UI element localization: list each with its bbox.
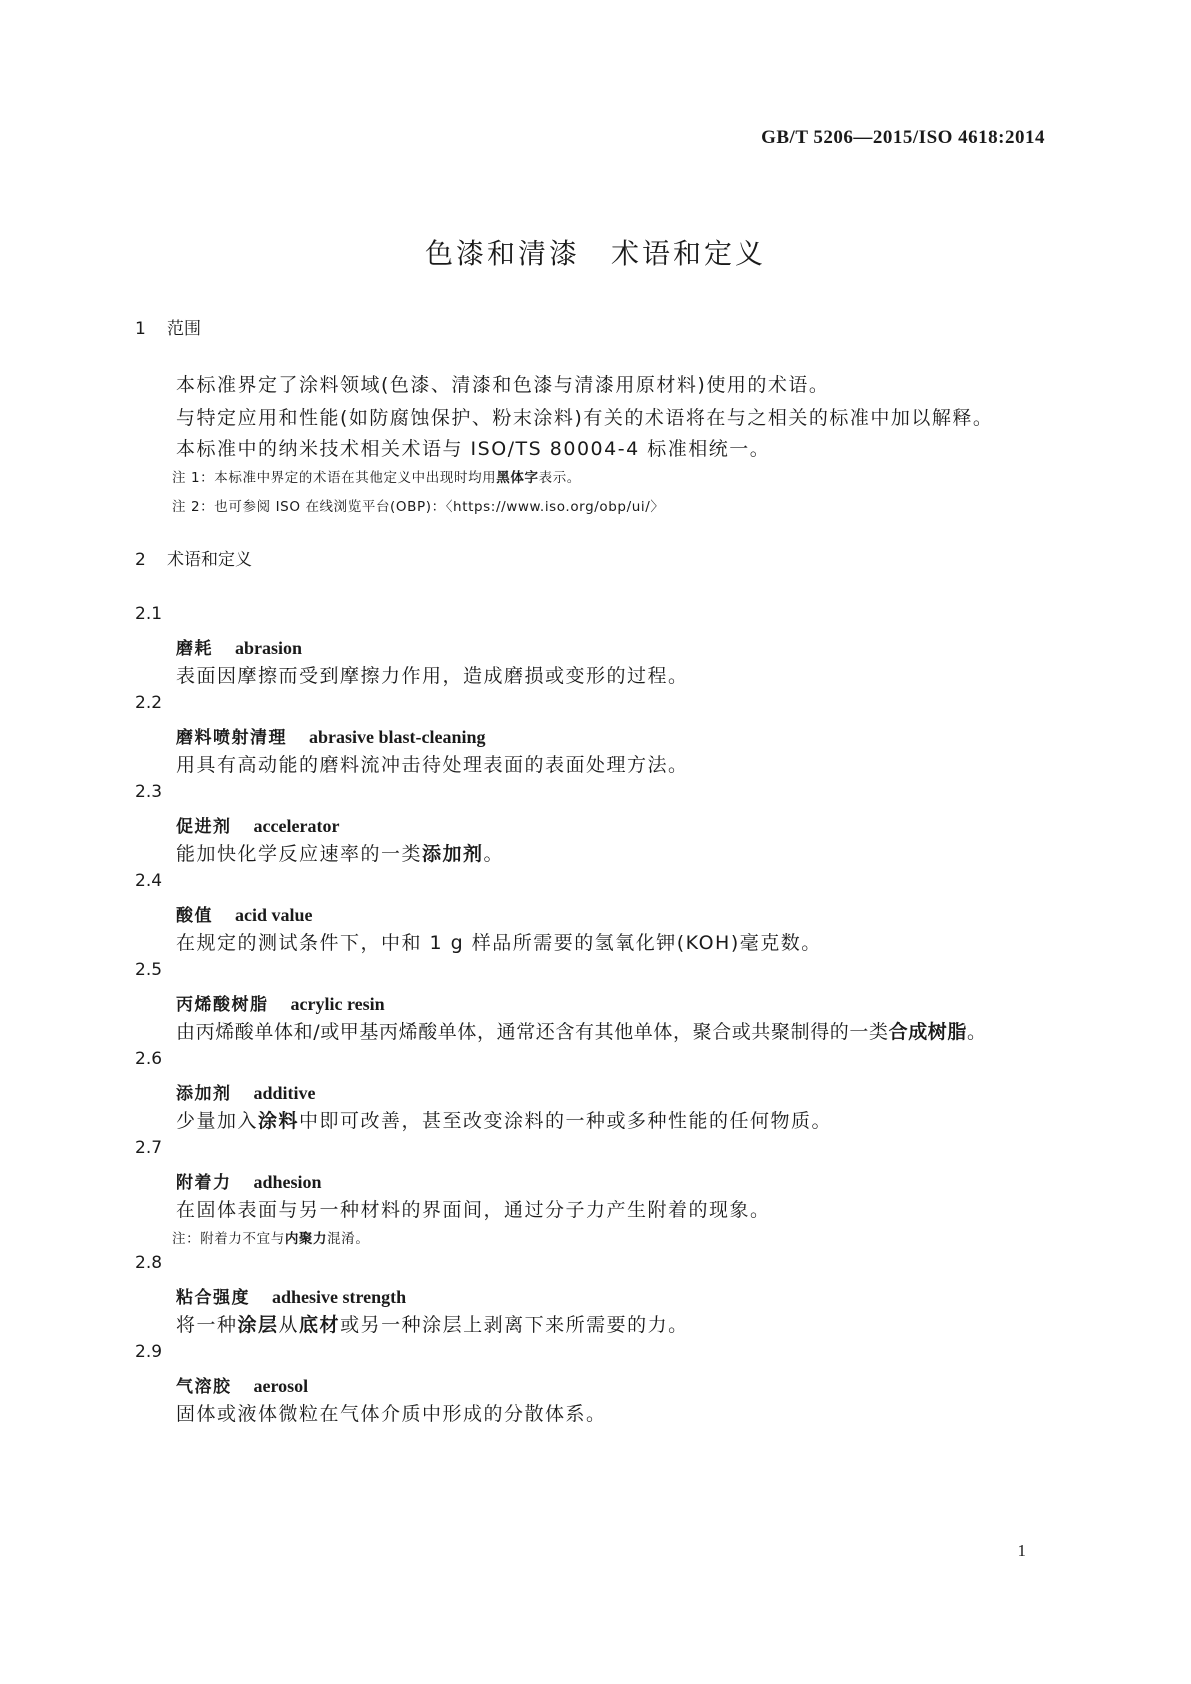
section-1-heading <box>135 314 201 339</box>
page-number: 1 <box>1017 1541 1026 1560</box>
definition-text: 在规定的测试条件下，中和 1 g 样品所需要的氢氧化钾(KOH)毫克数。 <box>176 932 822 954</box>
term-en: adhesion <box>253 1172 322 1192</box>
term-zh: 酸值 <box>176 906 213 926</box>
definition-text: 用具有高动能的磨料流冲击待处理表面的表面处理方法。 <box>176 754 689 776</box>
cross-reference-term: 涂层 <box>237 1314 279 1336</box>
term-en: aerosol <box>253 1376 309 1396</box>
term-zh: 粘合强度 <box>176 1288 250 1308</box>
section-title: 范围 <box>167 319 201 339</box>
term-number: 2.9 <box>135 1342 163 1362</box>
term-zh: 磨耗 <box>176 639 213 659</box>
definition-text: 从 <box>278 1314 300 1336</box>
definition-text: 固体或液体微粒在气体介质中形成的分散体系。 <box>176 1403 607 1425</box>
section-number: 1 <box>135 319 146 339</box>
definition-text: 中即可改善，甚至改变涂料的一种或多种性能的任何物质。 <box>299 1110 833 1132</box>
term-definition <box>176 1399 607 1426</box>
term-zh: 磨料喷射清理 <box>176 728 287 748</box>
standard-code: GB/T 5206—2015/ISO 4618:2014 <box>761 127 1045 148</box>
term-heading <box>176 1372 308 1397</box>
section-number: 2 <box>135 550 146 570</box>
scope-paragraph-2: 与特定应用和性能(如防腐蚀保护、粉末涂料)有关的术语将在与之相关的标准中加以解释。 <box>176 407 994 429</box>
term-en: additive <box>253 1083 316 1103</box>
section-title: 术语和定义 <box>167 550 252 570</box>
note-text: 注 1：本标准中界定的术语在其他定义中出现时均用 <box>172 470 497 486</box>
term-en: abrasion <box>235 638 303 658</box>
term-zh: 丙烯酸树脂 <box>176 995 269 1015</box>
term-en: abrasive blast-cleaning <box>309 727 486 747</box>
document-title: 色漆和清漆 术语和定义 <box>424 237 766 270</box>
term-number: 2.8 <box>135 1253 163 1273</box>
term-zh: 附着力 <box>176 1173 232 1193</box>
term-number: 2.6 <box>135 1049 163 1069</box>
term-en: acrylic resin <box>290 994 385 1014</box>
scope-paragraph-3: 本标准中的纳米技术相关术语与 ISO/TS 80004-4 标准相统一。 <box>176 438 771 460</box>
term-number: 2.5 <box>135 960 163 980</box>
cross-reference-term: 合成树脂 <box>888 1021 968 1043</box>
definition-text: 表面因摩擦而受到摩擦力作用，造成磨损或变形的过程。 <box>176 665 689 687</box>
term-number: 2.2 <box>135 693 163 713</box>
term-en: adhesive strength <box>272 1287 407 1307</box>
term-heading <box>176 990 385 1015</box>
term-note <box>172 1227 369 1247</box>
term-heading <box>176 634 302 659</box>
definition-text: 或另一种涂层上剥离下来所需要的力。 <box>340 1314 689 1336</box>
term-en: accelerator <box>253 816 340 836</box>
cross-reference-term: 内聚力 <box>284 1231 328 1247</box>
term-zh: 添加剂 <box>176 1084 232 1104</box>
term-definition <box>176 1106 832 1133</box>
note-text: 表示。 <box>538 470 581 486</box>
term-heading <box>176 812 339 837</box>
definition-text: 在固体表面与另一种材料的界面间，通过分子力产生附着的现象。 <box>176 1199 771 1221</box>
scope-paragraph-1: 本标准界定了涂料领域(色漆、清漆和色漆与清漆用原材料)使用的术语。 <box>176 374 830 396</box>
term-definition <box>176 1017 987 1044</box>
term-heading <box>176 901 313 926</box>
cross-reference-term: 添加剂 <box>422 843 484 865</box>
term-number: 2.1 <box>135 604 163 624</box>
term-definition <box>176 661 689 688</box>
note-text: 混淆。 <box>327 1231 370 1247</box>
term-heading <box>176 1168 322 1193</box>
term-heading <box>176 1283 406 1308</box>
term-number: 2.7 <box>135 1138 163 1158</box>
definition-text: 。 <box>483 843 505 865</box>
definition-text: 将一种 <box>176 1314 238 1336</box>
definition-text: 能加快化学反应速率的一类 <box>176 843 423 865</box>
note-text: 注：附着力不宜与 <box>172 1231 285 1247</box>
scope-note-1 <box>172 466 581 486</box>
cross-reference-term: 底材 <box>299 1314 341 1336</box>
term-definition <box>176 928 822 955</box>
scope-note-2: 注 2：也可参阅 ISO 在线浏览平台(OBP)：〈https://www.iso.org/obp/ui/〉 <box>172 499 665 515</box>
term-definition <box>176 1310 689 1337</box>
definition-text: 由丙烯酸单体和/或甲基丙烯酸单体，通常还含有其他单体，聚合或共聚制得的一类 <box>176 1021 889 1043</box>
note-emphasis: 黑体字 <box>496 470 539 486</box>
term-number: 2.4 <box>135 871 163 891</box>
term-heading <box>176 1079 316 1104</box>
term-zh: 促进剂 <box>176 817 232 837</box>
term-definition <box>176 1195 771 1222</box>
term-number: 2.3 <box>135 782 163 802</box>
term-zh: 气溶胶 <box>176 1377 232 1397</box>
term-definition <box>176 750 689 777</box>
term-definition <box>176 839 504 866</box>
cross-reference-term: 涂料 <box>258 1110 300 1132</box>
definition-text: 少量加入 <box>176 1110 259 1132</box>
definition-text: 。 <box>967 1021 987 1043</box>
term-heading <box>176 723 486 748</box>
section-2-heading <box>135 545 252 570</box>
term-en: acid value <box>235 905 313 925</box>
